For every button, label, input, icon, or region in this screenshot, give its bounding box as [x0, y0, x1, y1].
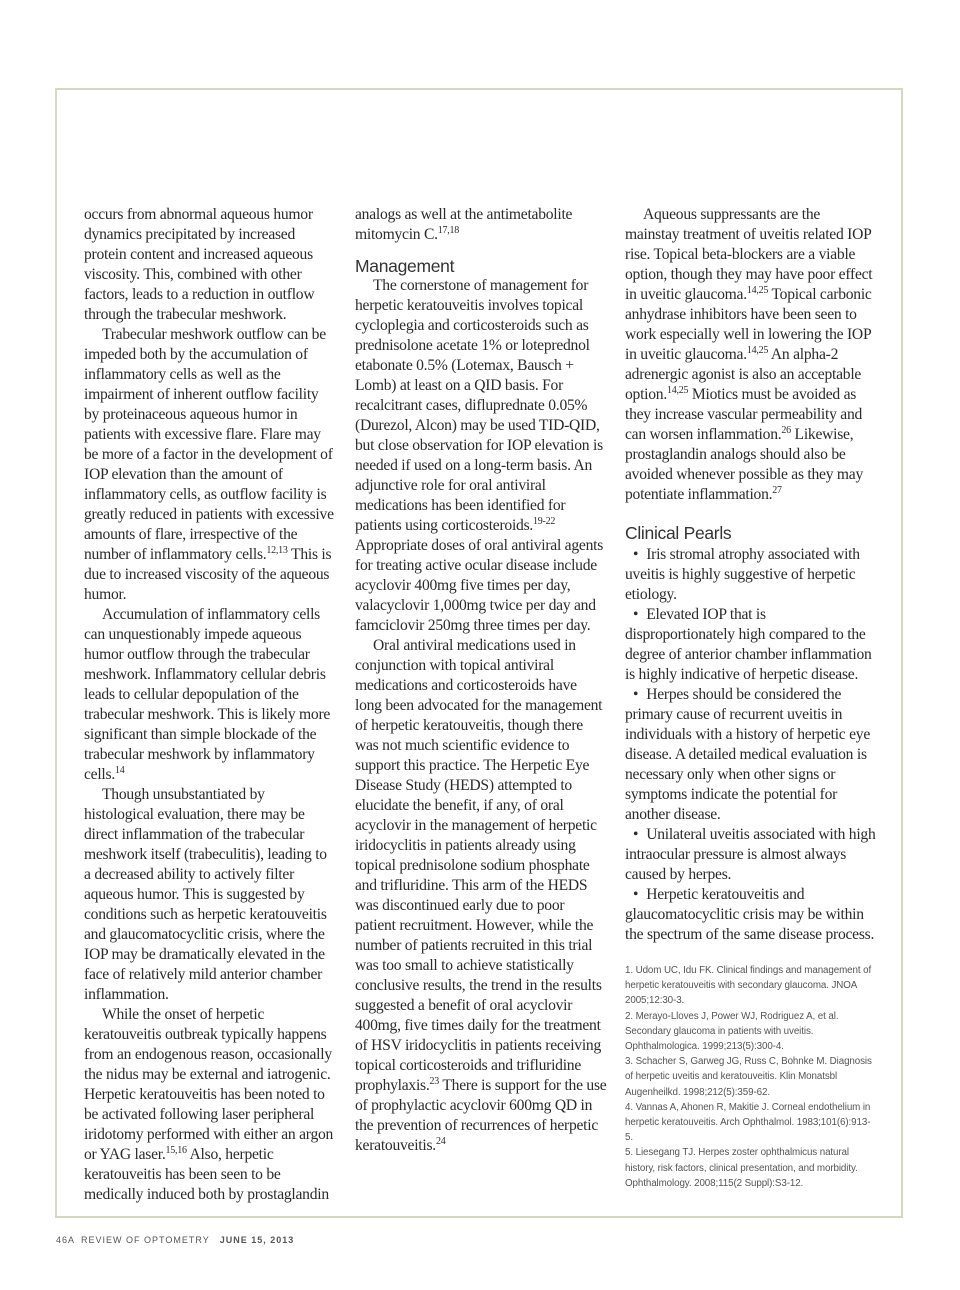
paragraph: analogs as well at the antimetabolite mitomycin C.$^{17,18}$ — [355, 206, 573, 243]
reference-item: 2. Merayo-Lloves J, Power WJ, Rodriguez A, et al. Secondary glaucoma in patients with uveitis. Ophthalmologica. 1999;213(5):300-4. — [625, 1010, 839, 1053]
pearl-item: • Elevated IOP that is disproportionately high compared to the degree of anterior chamber inflammation is highly indicative of herpetic disease. — [625, 606, 872, 683]
bullet-icon: • — [633, 826, 639, 843]
paragraph: Oral antiviral medications used in conjunction with topical antiviral medications and corticosteroids have long been advocated for the management of herpetic keratouveitis, though there was not much scientific evidence to support this practice. The Herpetic Eye Disease Study (HEDS) attempted to elucidate the benefit, if any, of oral acyclovir in the management of herpetic iridocyclitis in patients already using topical prednisolone sodium phosphate and trifluridine. This arm of the HEDS was discontinued early due to poor patient recruitment. However, while the number of patients recruited in this trial was too small to achieve statistically conclusive results, the trend in the results suggested a benefit of oral acyclovir 400mg, five times daily for the treatment of HSV iridocyclitis in patients receiving topical corticosteroids and trifluridine prophylaxis.$^{23}$ There is support for the use of prophylactic acyclovir 600mg QD in the prevention of recurrences of herpetic keratouveitis.$^{24}$ — [355, 637, 607, 1154]
article-column-2 — [355, 205, 607, 1156]
reference-item: 3. Schacher S, Garweg JG, Russ C, Bohnke M. Diagnosis of herpetic uveitis and keratouveitis. Klin Monatsbl Augenheilkd. 1998;212(5):359-62. — [625, 1056, 872, 1098]
citation: 19-22 — [533, 516, 556, 527]
pearl-item: • Unilateral uveitis associated with high intraocular pressure is almost always caused by herpes. — [625, 826, 876, 883]
citation: 17,18 — [437, 225, 460, 236]
paragraph: Accumulation of inflammatory cells can unquestionably impede aqueous humor outflow through the trabecular meshwork. Inflammatory cellular debris leads to cellular depopulation of the trabecular meshwork. This is likely more significant than simple blockade of the trabecular meshwork by inflammatory cells.$^{14}$ — [84, 606, 331, 783]
citation: 27 — [772, 485, 782, 496]
references-list — [625, 963, 877, 1191]
pearl-item: • Herpetic keratouveitis and glaucomatocyclitic crisis may be within the spectrum of the same disease process. — [625, 886, 875, 943]
paragraph: occurs from abnormal aqueous humor dynamics precipitated by increased protein content and increased aqueous viscosity. This, combined with other factors, leads to a reduction in outflow through the trabecular meshwork. — [84, 206, 315, 323]
page-footer — [56, 1235, 294, 1245]
paragraph: Though unsubstantiated by histological evaluation, there may be direct inflammation of the trabecular meshwork itself (trabeculitis), leading to a decreased ability to actively filter aqueous humor. This is suggested by conditions such as herpetic keratouveitis and glaucomatocyclitic crisis, where the IOP may be dramatically elevated in the face of relatively mild anterior chamber inflammation. — [84, 786, 327, 1003]
issue-date: JUNE 15, 2013 — [219, 1235, 295, 1245]
article-column-3 — [625, 205, 877, 1191]
bullet-icon: • — [633, 546, 639, 563]
citation: 14,25 — [746, 285, 769, 296]
citation: 14 — [114, 765, 125, 776]
pearl-item: • Iris stromal atrophy associated with uveitis is highly suggestive of herpetic etiology. — [625, 546, 860, 603]
reference-item: 1. Udom UC, Idu FK. Clinical findings and management of herpetic keratouveitis with secondary glaucoma. JNOA 2005;12:30-3. — [625, 965, 872, 1007]
bullet-icon: • — [633, 886, 639, 903]
page-number: 46A — [56, 1235, 76, 1245]
citation: 23 — [429, 1076, 440, 1087]
reference-item: 4. Vannas A, Ahonen R, Makitie J. Corneal endothelium in herpetic keratouveitis. Arch Ophthalmol. 1983;101(6):913-5. — [625, 1101, 871, 1144]
paragraph: The cornerstone of management for herpetic keratouveitis involves topical cycloplegia and corticosteroids such as prednisolone acetate 1% or loteprednol etabonate 0.5% (Lotemax, Bausch + Lomb) at least on a QID basis. For recalcitrant cases, difluprednate 0.05% (Durezol, Alcon) may be used TID-QID, but close observation for IOP elevation is needed if used on a long-term basis. An adjunctive role for oral antiviral medications has been identified for patients using corticosteroids.$^{19-22}$ Appropriate doses of oral antiviral agents for treating active ocular disease include acyclovir 400mg five times per day, valacyclovir 1,000mg twice per day and famciclovir 250mg three times per day. — [355, 277, 604, 634]
citation: 15,16 — [165, 1145, 187, 1156]
section-heading-management: Management — [355, 256, 455, 276]
paragraph: Trabecular meshwork outflow can be impeded both by the accumulation of inflammatory cells as well as the impairment of inherent outflow facility by proteinaceous aqueous humor in patients with excessive flare. Flare may be more of a factor in the development of IOP elevation than the amount of inflammatory cells, as outflow facility is greatly reduced in patients with excessive amounts of flare, irrespective of the number of inflammatory cells.$^{12,13}$ This is due to increased viscosity of the aqueous humor. — [84, 326, 334, 603]
section-heading-clinical-pearls: Clinical Pearls — [625, 523, 732, 543]
citation: 24 — [435, 1136, 446, 1147]
citation: 12,13 — [266, 545, 288, 556]
citation: 26 — [781, 425, 791, 436]
bullet-icon: • — [633, 686, 639, 703]
pearl-item: • Herpes should be considered the primary cause of recurrent uveitis in individuals with a history of herpetic eye disease. A detailed medical evaluation is necessary only when other signs or symptoms indicate the potential for another disease. — [625, 686, 870, 823]
paragraph: While the onset of herpetic keratouveitis outbreak typically happens from an endogenous reason, occasionally the nidus may be external and iatrogenic. Herpetic keratouveitis has been noted to be activated following laser peripheral iridotomy performed with either an argon or YAG laser.$^{15,16}$ Also, herpetic keratouveitis has been seen to be medically induced both by prostaglandin — [84, 1006, 334, 1203]
article-column-1 — [84, 205, 336, 1205]
bullet-icon: • — [633, 606, 639, 623]
citation: 14,25 — [667, 385, 689, 396]
citation: 14,25 — [746, 345, 769, 356]
paragraph: Aqueous suppressants are the mainstay treatment of uveitis related IOP rise. Topical beta-blockers are a viable option, though they may have poor effect in uveitic glaucoma.$^{14,25}$ Topical carbonic anhydrase inhibitors have been seen to work especially well in lowering the IOP in uveitic glaucoma.$^{14,25}$ An alpha-2 adrenergic agonist is also an acceptable option.$^{14,25}$ Miotics must be avoided as they increase vascular permeability and can worsen inflammation.$^{26}$ Likewise, prostaglandin analogs should also be avoided whenever possible as they may potentiate inflammation.$^{27}$ — [625, 206, 873, 503]
magazine-name: REVIEW OF OPTOMETRY — [81, 1235, 210, 1245]
reference-item: 5. Liesegang TJ. Herpes zoster ophthalmicus natural history, risk factors, clinical presentation, and morbidity. Ophthalmology. 2008;115(2 Suppl):S3-12. — [625, 1147, 858, 1189]
